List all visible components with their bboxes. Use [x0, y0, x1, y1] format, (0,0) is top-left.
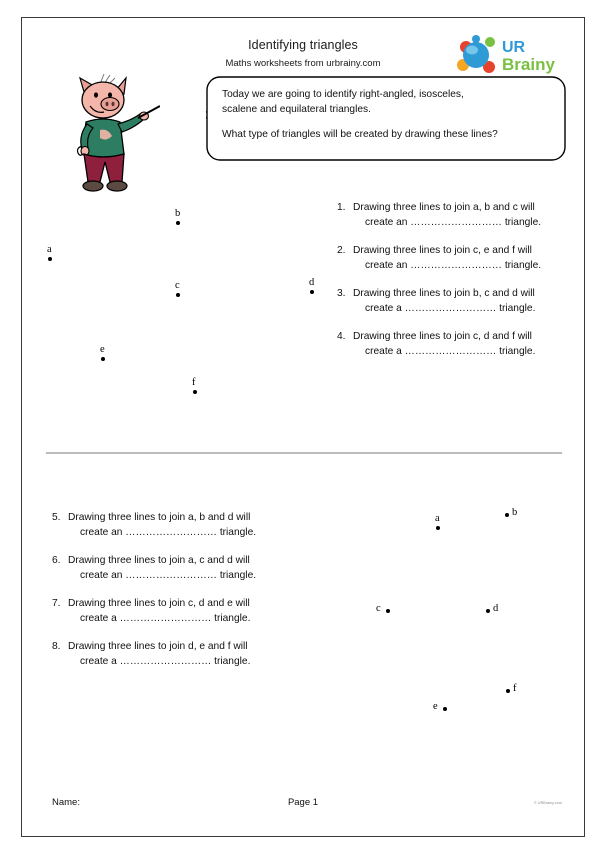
question-text-line1: Drawing three lines to join c, d and e will	[68, 598, 250, 609]
urbrainy-logo	[456, 33, 566, 79]
question-text-line1: Drawing three lines to join a, b and c will	[353, 202, 535, 213]
point-a	[436, 526, 440, 530]
worksheet-page	[21, 17, 585, 837]
speech-bubble-text	[222, 88, 554, 143]
question-text-line1: Drawing three lines to join c, d and f will	[353, 331, 532, 342]
point-label-c: c	[376, 603, 381, 614]
question-answer-blank[interactable]: create a ……………………… triangle.	[365, 303, 536, 314]
question-answer-blank[interactable]: create an ……………………… triangle.	[80, 570, 257, 581]
globe-brain-logo-icon	[456, 33, 566, 79]
question-number: 4.	[337, 331, 346, 342]
question-text-line1: Drawing three lines to join a, b and d will	[68, 512, 251, 523]
question-number: 8.	[52, 641, 61, 652]
question-item	[337, 329, 569, 359]
point-label-e: e	[433, 701, 438, 712]
logo-text-bottom: Brainy	[502, 55, 555, 74]
bubble-line-2: scalene and equilateral triangles.	[222, 103, 371, 115]
page-number: Page 1	[287, 797, 319, 808]
question-number: 2.	[337, 245, 346, 256]
point-label-a: a	[435, 513, 440, 524]
question-list-bottom	[52, 510, 292, 682]
question-answer-blank[interactable]: create an ……………………… triangle.	[80, 527, 257, 538]
name-field-label: Name:	[52, 797, 80, 808]
page-subtitle: Maths worksheets from urbrainy.com	[225, 58, 381, 69]
question-answer-blank[interactable]: create a ……………………… triangle.	[80, 613, 251, 624]
question-item	[52, 510, 292, 540]
point-b	[505, 513, 509, 517]
point-f	[193, 390, 197, 394]
point-label-d: d	[493, 603, 499, 614]
point-b	[176, 221, 180, 225]
question-number: 3.	[337, 288, 346, 299]
question-item	[52, 639, 292, 669]
question-answer-blank[interactable]: create a ……………………… triangle.	[365, 346, 536, 357]
page-title: Identifying triangles	[248, 38, 358, 52]
point-label-a: a	[47, 244, 52, 255]
question-answer-blank[interactable]: create an ……………………… triangle.	[365, 260, 542, 271]
point-d	[310, 290, 314, 294]
point-label-e: e	[100, 344, 105, 355]
point-f	[506, 689, 510, 693]
bubble-line-1: Today we are going to identify right-angled, isosceles,	[222, 89, 464, 100]
point-c	[386, 609, 390, 613]
question-answer-blank[interactable]: create a ……………………… triangle.	[80, 656, 251, 667]
question-number: 5.	[52, 512, 61, 523]
question-number: 6.	[52, 555, 61, 566]
question-item	[337, 286, 569, 316]
question-number: 1.	[337, 202, 346, 213]
question-text-line1: Drawing three lines to join d, e and f will	[68, 641, 248, 652]
question-item	[337, 200, 569, 230]
pig-teacher-illustration	[60, 66, 160, 196]
question-list-top	[337, 200, 569, 372]
point-label-c: c	[175, 280, 180, 291]
pig-teacher-icon	[60, 66, 160, 196]
point-label-f: f	[192, 377, 196, 388]
point-label-b: b	[175, 208, 181, 219]
section-divider	[46, 452, 562, 454]
point-e	[443, 707, 447, 711]
question-text-line1: Drawing three lines to join b, c and d will	[353, 288, 535, 299]
question-text-line1: Drawing three lines to join c, e and f will	[353, 245, 532, 256]
copyright-notice: © URBrainy.com	[534, 801, 562, 805]
question-item	[337, 243, 569, 273]
question-answer-blank[interactable]: create an ……………………… triangle.	[365, 217, 542, 228]
point-label-f: f	[513, 683, 517, 694]
bubble-line-3: What type of triangles will be created by drawing these lines?	[222, 129, 498, 140]
logo-text-top: UR	[502, 39, 526, 56]
point-e	[101, 357, 105, 361]
point-label-b: b	[512, 507, 518, 518]
point-a	[48, 257, 52, 261]
question-number: 7.	[52, 598, 61, 609]
point-c	[176, 293, 180, 297]
question-item	[52, 553, 292, 583]
point-label-d: d	[309, 277, 315, 288]
question-item	[52, 596, 292, 626]
point-d	[486, 609, 490, 613]
question-text-line1: Drawing three lines to join a, c and d will	[68, 555, 250, 566]
